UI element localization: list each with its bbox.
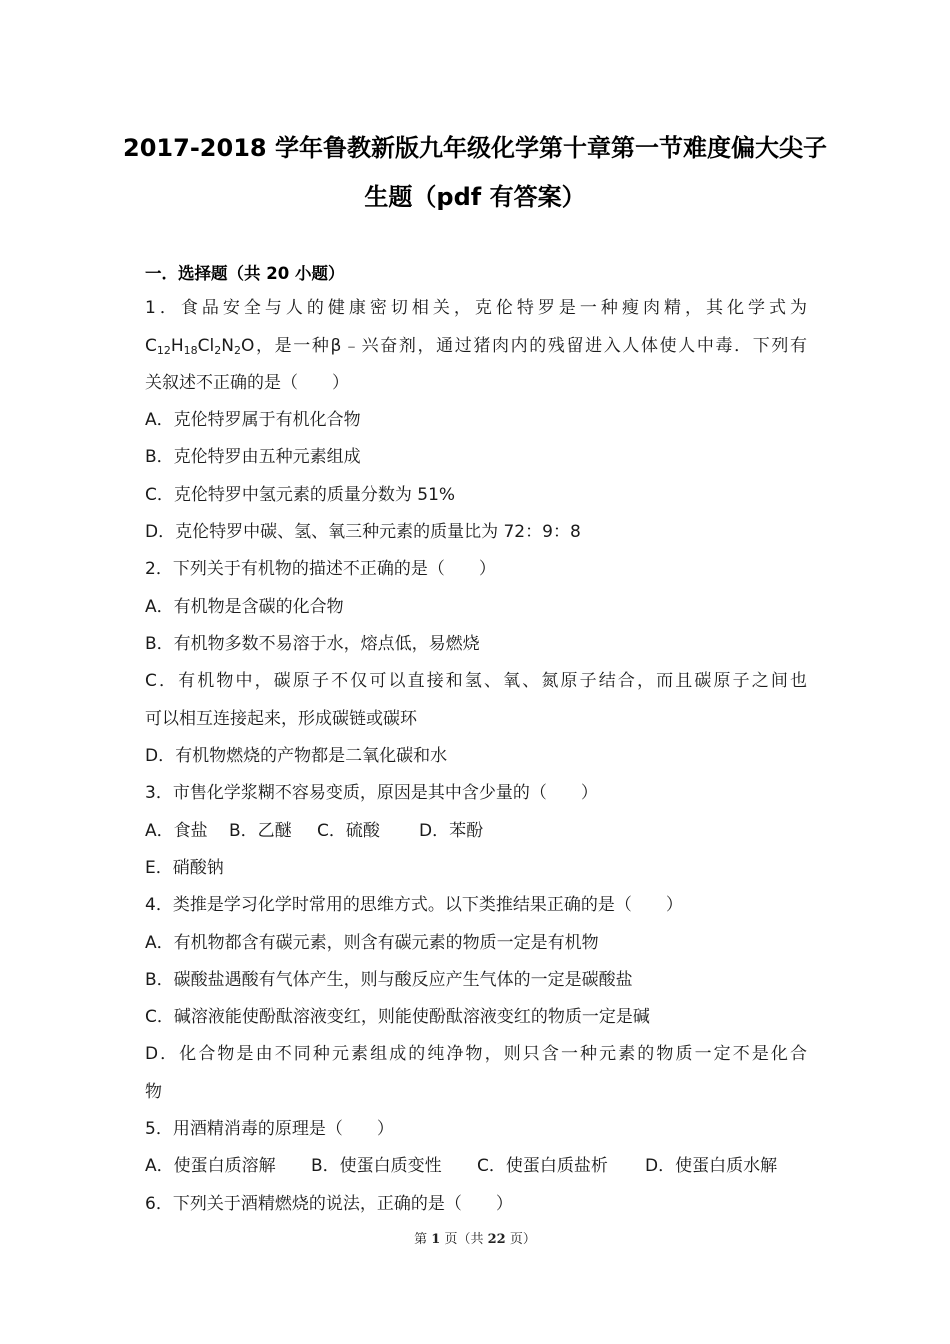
q1-option-a: A．克伦特罗属于有机化合物 xyxy=(145,410,361,430)
q5-stem: 5．用酒精消毒的原理是（ ） xyxy=(145,1119,394,1139)
q1-stem-line-2: $C_{12}H_{18}Cl_2N_2O$，是一种β﹣兴奋剂，通过猪肉内的残留进入人体使人中毒．下列有 xyxy=(145,336,807,357)
q3-option-d: D．苯酚 xyxy=(419,821,484,841)
page-footer: 第 1 页（共 22 页） xyxy=(414,1232,536,1247)
q4-option-c: C．碱溶液能使酚酞溶液变红，则能使酚酞溶液变红的物质一定是碱 xyxy=(145,1007,650,1027)
total-pages: 22 xyxy=(487,1232,506,1247)
q2-option-a: A．有机物是含碳的化合物 xyxy=(145,597,344,617)
page-number: 1 xyxy=(431,1232,441,1247)
q1-stem-line-1: 1．食品安全与人的健康密切相关，克伦特罗是一种瘦肉精，其化学式为 xyxy=(145,298,807,318)
q3-option-c: C．硫酸 xyxy=(317,821,380,841)
q3-option-b: B．乙醚 xyxy=(229,821,292,841)
q5-option-d: D．使蛋白质水解 xyxy=(645,1156,778,1176)
q2-option-d: D．有机物燃烧的产物都是二氧化碳和水 xyxy=(145,746,448,766)
q4-stem: 4．类推是学习化学时常用的思维方式。以下类推结果正确的是（ ） xyxy=(145,895,683,915)
q4-option-d-line-1: D．化合物是由不同种元素组成的纯净物，则只含一种元素的物质一定不是化合 xyxy=(145,1044,807,1064)
q1-option-c: C．克伦特罗中氢元素的质量分数为 51% xyxy=(145,485,456,505)
q4-option-a: A．有机物都含有碳元素，则含有碳元素的物质一定是有机物 xyxy=(145,933,599,953)
section-heading: 一．选择题（共 20 小题） xyxy=(145,264,345,283)
q5-options-row xyxy=(145,1155,777,1177)
q3-option-e: E．硝酸钠 xyxy=(145,858,224,878)
q3-options-row xyxy=(145,820,483,842)
q5-option-b: B．使蛋白质变性 xyxy=(311,1156,442,1176)
q3-stem: 3．市售化学浆糊不容易变质，原因是其中含少量的（ ） xyxy=(145,783,598,803)
document-title-line-2: 生题（pdf 有答案） xyxy=(364,183,586,211)
q2-option-b: B．有机物多数不易溶于水，熔点低，易燃烧 xyxy=(145,634,480,654)
q2-option-c-line-2: 可以相互连接起来，形成碳链或碳环 xyxy=(145,709,417,729)
q5-option-c: C．使蛋白质盐析 xyxy=(477,1156,608,1176)
q1-option-b: B．克伦特罗由五种元素组成 xyxy=(145,447,361,467)
q2-option-c-line-1: C．有机物中，碳原子不仅可以直接和氢、氧、氮原子结合，而且碳原子之间也 xyxy=(145,671,807,691)
q4-option-d-line-2: 物 xyxy=(145,1082,162,1102)
q5-option-a: A．使蛋白质溶解 xyxy=(145,1156,276,1176)
q6-stem: 6．下列关于酒精燃烧的说法，正确的是（ ） xyxy=(145,1194,513,1214)
chemical-formula: $C_{12}H_{18}Cl_2N_2O$ xyxy=(145,336,255,357)
q4-option-b: B．碳酸盐遇酸有气体产生，则与酸反应产生气体的一定是碳酸盐 xyxy=(145,970,633,990)
q2-stem: 2．下列关于有机物的描述不正确的是（ ） xyxy=(145,559,496,579)
document-title-line-1: 2017-2018 学年鲁教新版九年级化学第十章第一节难度偏大尖子 xyxy=(123,134,827,162)
q1-stem-line-3: 关叙述不正确的是（ ） xyxy=(145,373,349,393)
q3-option-a: A．食盐 xyxy=(145,821,208,841)
q1-option-d: D．克伦特罗中碳、氢、氧三种元素的质量比为 72：9：8 xyxy=(145,522,581,542)
